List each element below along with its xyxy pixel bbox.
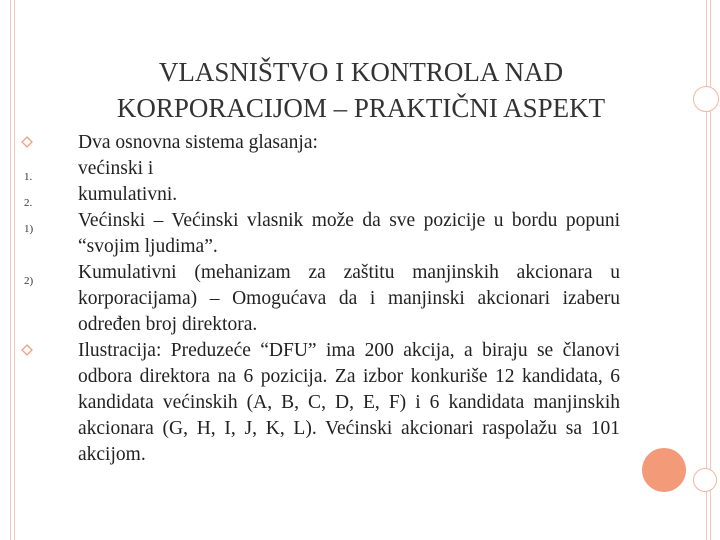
left-frame-line-outer bbox=[10, 0, 11, 540]
left-frame-line-inner bbox=[14, 0, 15, 540]
list-number: 2) bbox=[24, 275, 34, 287]
list-item bbox=[20, 260, 620, 338]
list-item-text: Ilustracija: Preduzeće “DFU” ima 200 akcija, a biraju se članovi odbora direktora na 6 pozicija. Za izbor konkuriše 12 kandidata, 6 kandidata većinskih (A, B, C, D, E, F) i 6 kandidata manjinskih akcionara (G, H, I, J, K, L). Većinski akcionari raspolažu sa 101 akcijom. bbox=[78, 340, 620, 465]
list-item bbox=[20, 156, 620, 182]
list-item-text: većinski i bbox=[78, 158, 154, 179]
slide-title bbox=[30, 54, 692, 126]
list-number: 2. bbox=[24, 197, 33, 209]
decorative-circle-outline bbox=[693, 468, 717, 492]
slide-title-line-2: KORPORACIJOM – PRAKTIČNI ASPEKT bbox=[116, 93, 606, 124]
slide-content bbox=[20, 130, 620, 468]
right-frame-line-inner bbox=[706, 0, 707, 540]
list-item-text: Većinski – Većinski vlasnik može da sve pozicije u bordu popuni “svojim ljudima”. bbox=[78, 210, 620, 257]
list-item bbox=[20, 182, 620, 208]
list-item bbox=[20, 208, 620, 260]
list-number: 1) bbox=[24, 223, 34, 235]
list-item-text: Kumulativni (mehanizam za zaštitu manjinskih akcionara u korporacijama) – Omogućava da i manjinski akcionari izaberu određen broj direktora. bbox=[78, 262, 620, 335]
list-item-text: Dva osnovna sistema glasanja: bbox=[78, 132, 318, 153]
decorative-circle-top bbox=[693, 86, 719, 112]
list-number: 1. bbox=[24, 171, 33, 183]
slide-title-line-1: VLASNIŠTVO I KONTROLA NAD bbox=[158, 57, 564, 88]
decorative-circle-large bbox=[642, 448, 686, 492]
right-frame-line-outer bbox=[710, 0, 711, 540]
list-item bbox=[20, 130, 620, 156]
list-item bbox=[20, 338, 620, 468]
list-item-text: kumulativni. bbox=[78, 184, 178, 205]
